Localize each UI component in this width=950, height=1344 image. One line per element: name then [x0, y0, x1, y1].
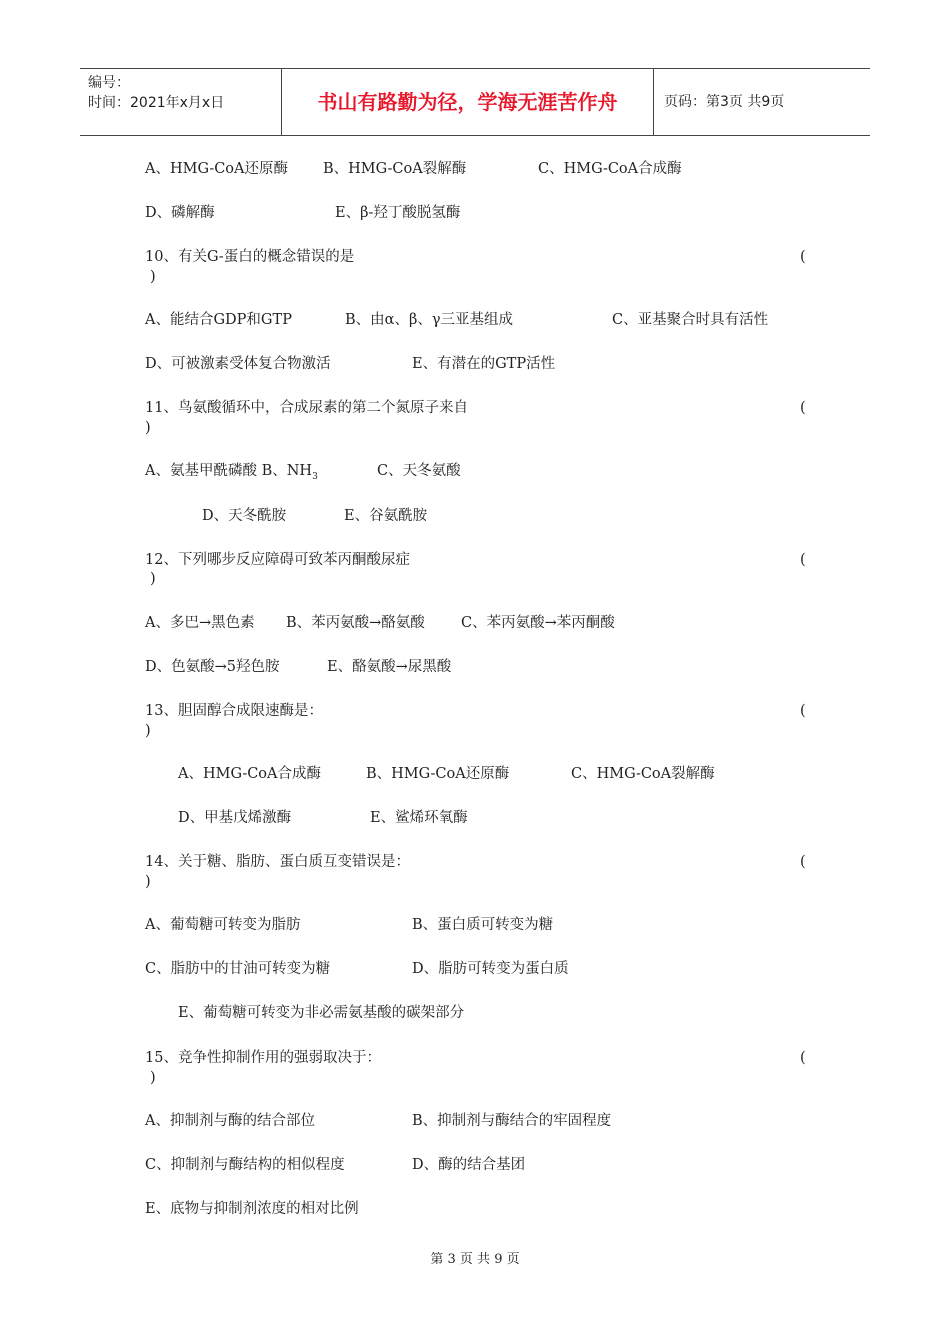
option: B、抑制剂与酶结合的牢固程度: [412, 1113, 612, 1129]
question-10: 10、有关G-蛋白的概念错误的是: [145, 249, 355, 265]
option: D、可被激素受体复合物激活: [145, 356, 331, 372]
code-label: 编号：: [88, 75, 130, 91]
option-line: [145, 658, 452, 676]
option: B、由α、β、γ三亚基组成: [345, 312, 513, 328]
option-line: [178, 809, 468, 827]
option-line: [145, 1112, 612, 1130]
option: C、苯丙氨酸→苯丙酮酸: [461, 615, 615, 631]
page-header: [80, 68, 870, 136]
header-meta: [80, 69, 282, 135]
option: C、脂肪中的甘油可转变为糖: [145, 961, 331, 977]
option-line: [145, 355, 556, 373]
option: C、抑制剂与酶结构的相似程度: [145, 1157, 345, 1173]
option: D、色氨酸→5羟色胺: [145, 659, 280, 675]
option: A、抑制剂与酶的结合部位: [145, 1113, 315, 1129]
answer-paren-open: (: [800, 400, 806, 416]
option: C、亚基聚合时具有活性: [612, 312, 769, 328]
option: D、酶的结合基团: [412, 1157, 526, 1173]
option: D、甲基戊烯激酶: [178, 810, 292, 826]
option: E、酪氨酸→尿黑酸: [327, 659, 452, 675]
option: B、蛋白质可转变为糖: [412, 917, 554, 933]
option: C、HMG-CoA合成酶: [538, 161, 682, 177]
option-line: [145, 614, 615, 632]
answer-paren-open: (: [800, 1050, 806, 1066]
option: A、HMG-CoA合成酶: [178, 766, 322, 782]
question-13: 13、胆固醇合成限速酶是：: [145, 703, 323, 719]
answer-paren-open: (: [800, 854, 806, 870]
option-line: [145, 204, 461, 222]
option: D、磷解酶: [145, 205, 215, 221]
option: B、苯丙氨酸→酪氨酸: [286, 615, 425, 631]
option-line: [145, 462, 461, 486]
option-line: [178, 765, 715, 783]
option: D、天冬酰胺: [202, 508, 287, 524]
option-line: [145, 311, 769, 329]
answer-paren-close: ): [145, 420, 151, 436]
header-motto: 书山有路勤为径，学海无涯苦作舟: [282, 69, 654, 135]
option: B、HMG-CoA还原酶: [366, 766, 510, 782]
answer-paren-close: ): [150, 269, 156, 285]
option: E、有潜在的GTP活性: [412, 356, 556, 372]
option-line: [145, 960, 569, 978]
question-15: 15、竞争性抑制作用的强弱取决于：: [145, 1050, 381, 1066]
option: A、多巴→黑色素: [145, 615, 255, 631]
option-line: [145, 160, 682, 178]
option-line: [145, 1156, 526, 1174]
option: C、天冬氨酸: [377, 463, 461, 479]
option: E、谷氨酰胺: [344, 508, 428, 524]
answer-paren-open: (: [800, 249, 806, 265]
option-line: [145, 916, 554, 934]
answer-paren-close: ): [145, 723, 151, 739]
option: E、鲨烯环氧酶: [370, 810, 468, 826]
page-footer: 第 3 页 共 9 页: [430, 1252, 520, 1267]
option-line: E、葡萄糖可转变为非必需氨基酸的碳架部分: [178, 1005, 465, 1021]
question-11: 11、鸟氨酸循环中，合成尿素的第二个氮原子来自: [145, 400, 468, 416]
option-line: E、底物与抑制剂浓度的相对比例: [145, 1201, 359, 1217]
question-12: 12、下列哪步反应障碍可致苯丙酮酸尿症: [145, 552, 410, 568]
subscript: 3: [312, 471, 318, 482]
question-14: 14、关于糖、脂肪、蛋白质互变错误是：: [145, 854, 410, 870]
header-page-info: 页码：第3页 共9页: [664, 94, 785, 110]
option: B、HMG-CoA裂解酶: [323, 161, 467, 177]
option: A、能结合GDP和GTP: [145, 312, 292, 328]
option: E、β-羟丁酸脱氢酶: [335, 205, 461, 221]
answer-paren-close: ): [150, 1070, 156, 1086]
answer-paren-close: ): [145, 874, 151, 890]
option: A、葡萄糖可转变为脂肪: [145, 917, 301, 933]
option: A、HMG-CoA还原酶: [145, 161, 289, 177]
answer-paren-open: (: [800, 703, 806, 719]
answer-paren-open: (: [800, 552, 806, 568]
date-label: 时间：2021年x月x日: [88, 95, 225, 111]
option-line: [202, 507, 428, 525]
option: C、HMG-CoA裂解酶: [571, 766, 715, 782]
answer-paren-close: ): [150, 571, 156, 587]
option: D、脂肪可转变为蛋白质: [412, 961, 569, 977]
option: A、氨基甲酰磷酸 B、NH: [145, 463, 313, 479]
